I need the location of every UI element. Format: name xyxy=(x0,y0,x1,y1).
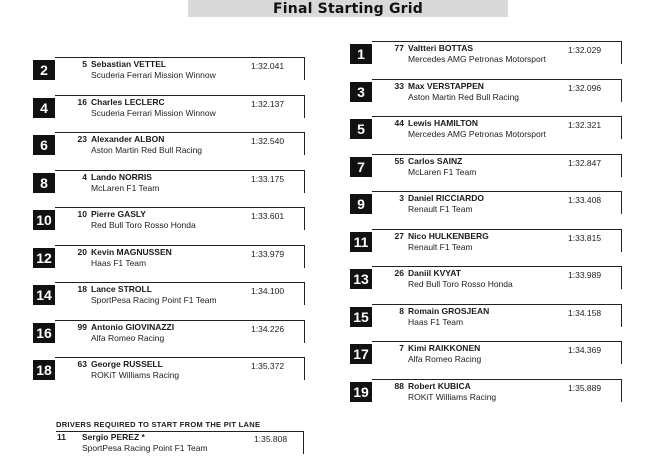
driver-name: Charles LECLERC xyxy=(91,96,165,107)
grid-position-badge: 14 xyxy=(33,285,55,305)
team-name: Haas F1 Team xyxy=(408,316,464,327)
entry-frame xyxy=(55,207,305,230)
car-number: 3 xyxy=(399,193,404,203)
team-name: SportPesa Racing Point F1 Team xyxy=(91,295,217,305)
lap-time: 1:33.175 xyxy=(251,173,285,184)
driver-name: Pierre GASLY xyxy=(91,209,146,219)
car-number: 27 xyxy=(394,230,404,241)
team-name: McLaren F1 Team xyxy=(91,182,160,193)
grid-position-badge: 6 xyxy=(33,135,55,155)
team-name: Scuderia Ferrari Mission Winnow xyxy=(91,70,216,80)
grid-position-badge: 11 xyxy=(350,232,372,252)
car-number: 63 xyxy=(77,359,87,369)
grid-entry xyxy=(350,191,622,215)
lap-time: 1:34.369 xyxy=(568,345,602,355)
team-name: SportPesa Racing Point F1 Team xyxy=(82,443,208,453)
grid-entry xyxy=(350,79,622,103)
grid-entry xyxy=(350,229,622,253)
lap-time: 1:32.029 xyxy=(568,45,602,55)
grid-position-badge: 5 xyxy=(350,119,372,139)
entry-frame xyxy=(55,57,305,80)
driver-name: Lance STROLL xyxy=(91,284,152,294)
grid-position-badge: 12 xyxy=(33,248,55,268)
team-name: ROKiT Williams Racing xyxy=(408,391,497,402)
driver-name: Carlos SAINZ xyxy=(408,155,463,166)
lap-time: 1:33.408 xyxy=(568,195,602,205)
entry-frame xyxy=(372,266,622,289)
car-number: 8 xyxy=(399,305,404,316)
grid-entry xyxy=(350,266,622,290)
lap-time: 1:34.158 xyxy=(568,307,602,318)
entry-frame xyxy=(55,282,305,305)
grid-entry xyxy=(33,245,305,269)
driver-name: Antonio GIOVINAZZI xyxy=(91,321,175,332)
car-number: 55 xyxy=(394,155,404,166)
lap-time: 1:32.847 xyxy=(568,157,602,168)
grid-position-badge: 7 xyxy=(350,157,372,177)
lap-time: 1:32.321 xyxy=(568,120,602,130)
driver-name: Lewis HAMILTON xyxy=(408,118,479,128)
grid-position-badge: 3 xyxy=(350,82,372,102)
grid-entry xyxy=(350,41,622,65)
driver-name: Daniel RICCIARDO xyxy=(408,193,485,203)
grid-entry xyxy=(350,379,622,403)
team-name: Mercedes AMG Petronas Motorsport xyxy=(408,54,546,64)
team-name: McLaren F1 Team xyxy=(408,166,477,177)
lap-time: 1:32.540 xyxy=(251,136,285,146)
team-name: Alfa Romeo Racing xyxy=(408,354,482,364)
team-name: Red Bull Toro Rosso Honda xyxy=(91,220,196,230)
grid-position-badge: 19 xyxy=(350,382,372,402)
grid-entry xyxy=(33,357,305,381)
title-bar xyxy=(188,0,508,17)
grid-position-badge: 8 xyxy=(33,173,55,193)
lap-time: 1:32.041 xyxy=(251,61,285,71)
team-name: Renault F1 Team xyxy=(408,241,473,252)
driver-name: Robert KUBICA xyxy=(408,380,471,391)
team-name: Mercedes AMG Petronas Motorsport xyxy=(408,129,546,139)
driver-name: Nico HULKENBERG xyxy=(408,230,489,241)
driver-name: Romain GROSJEAN xyxy=(408,305,490,316)
driver-name: Alexander ALBON xyxy=(91,134,165,144)
grid-entry xyxy=(350,304,622,328)
entry-frame xyxy=(372,229,622,252)
lap-time: 1:33.601 xyxy=(251,211,285,221)
entry-frame xyxy=(372,154,622,177)
driver-name: Sebastian VETTEL xyxy=(91,59,167,69)
grid-position-badge: 4 xyxy=(33,98,55,118)
grid-position-badge: 10 xyxy=(33,210,55,230)
grid-position-badge: 16 xyxy=(33,323,55,343)
pit-lane-heading: DRIVERS REQUIRED TO START FROM THE PIT LANE xyxy=(56,420,261,429)
grid-entry xyxy=(33,57,305,81)
car-number: 11 xyxy=(57,432,66,442)
car-number: 5 xyxy=(82,59,87,69)
entry-frame xyxy=(55,245,305,268)
driver-name: Max VERSTAPPEN xyxy=(408,80,484,91)
grid-entry xyxy=(33,95,305,119)
entry-frame xyxy=(55,170,305,193)
grid-position-badge: 1 xyxy=(350,44,372,64)
entry-frame xyxy=(55,132,305,155)
driver-name: Valtteri BOTTAS xyxy=(408,43,474,53)
car-number: 20 xyxy=(77,246,87,257)
lap-time: 1:34.226 xyxy=(251,323,285,334)
entry-frame xyxy=(372,191,622,214)
lap-time: 1:34.100 xyxy=(251,286,285,296)
lap-time: 1:32.137 xyxy=(251,98,285,109)
grid-position-badge: 17 xyxy=(350,344,372,364)
lap-time: 1:35.889 xyxy=(568,382,602,393)
team-name: Aston Martin Red Bull Racing xyxy=(91,145,203,155)
entry-frame xyxy=(55,357,305,380)
car-number: 23 xyxy=(77,134,87,144)
grid-entry xyxy=(33,282,305,306)
entry-frame xyxy=(372,41,622,64)
team-name: Aston Martin Red Bull Racing xyxy=(408,91,520,102)
lap-time: 1:33.979 xyxy=(251,248,285,259)
grid-entry xyxy=(33,320,305,344)
page-title: Final Starting Grid xyxy=(273,0,423,17)
entry-frame xyxy=(55,320,305,343)
team-name: Renault F1 Team xyxy=(408,204,473,214)
entry-frame xyxy=(372,341,622,364)
grid-position-badge: 18 xyxy=(33,360,55,380)
car-number: 77 xyxy=(394,43,404,53)
car-number: 33 xyxy=(394,80,404,91)
driver-name: Kimi RAIKKONEN xyxy=(408,343,481,353)
car-number: 88 xyxy=(394,380,404,391)
driver-name: Daniil KVYAT xyxy=(408,268,461,278)
driver-name: George RUSSELL xyxy=(91,359,163,369)
car-number: 4 xyxy=(82,171,87,182)
team-name: Haas F1 Team xyxy=(91,257,147,268)
lap-time: 1:35.372 xyxy=(251,361,285,371)
driver-name: Lando NORRIS xyxy=(91,171,152,182)
car-number: 44 xyxy=(394,118,404,128)
lap-time: 1:33.815 xyxy=(568,232,602,243)
grid-position-badge: 2 xyxy=(33,60,55,80)
grid-entry xyxy=(350,154,622,178)
driver-name: Kevin MAGNUSSEN xyxy=(91,246,172,257)
driver-name: Sergio PEREZ * xyxy=(82,432,145,442)
entry-frame xyxy=(372,79,622,102)
grid-entry xyxy=(350,341,622,365)
car-number: 18 xyxy=(77,284,87,294)
car-number: 26 xyxy=(394,268,404,278)
car-number: 99 xyxy=(77,321,87,332)
team-name: Scuderia Ferrari Mission Winnow xyxy=(91,107,216,118)
lap-time: 1:33.989 xyxy=(568,270,602,280)
grid-position-badge: 13 xyxy=(350,269,372,289)
team-name: Alfa Romeo Racing xyxy=(91,332,165,343)
car-number: 7 xyxy=(399,343,404,353)
car-number: 16 xyxy=(77,96,87,107)
grid-entry xyxy=(350,116,622,140)
car-number: 10 xyxy=(77,209,87,219)
grid-entry xyxy=(33,207,305,231)
team-name: ROKiT Williams Racing xyxy=(91,370,180,380)
entry-frame xyxy=(372,379,622,402)
entry-frame xyxy=(372,116,622,139)
grid-entry xyxy=(33,170,305,194)
lap-time: 1:35.808 xyxy=(254,434,288,444)
grid-entry xyxy=(33,132,305,156)
grid-position-badge: 15 xyxy=(350,307,372,327)
pit-lane-entry xyxy=(56,431,304,455)
grid-position-badge: 9 xyxy=(350,194,372,214)
lap-time: 1:32.096 xyxy=(568,82,602,93)
entry-frame xyxy=(372,304,622,327)
team-name: Red Bull Toro Rosso Honda xyxy=(408,279,513,289)
entry-frame xyxy=(55,95,305,118)
